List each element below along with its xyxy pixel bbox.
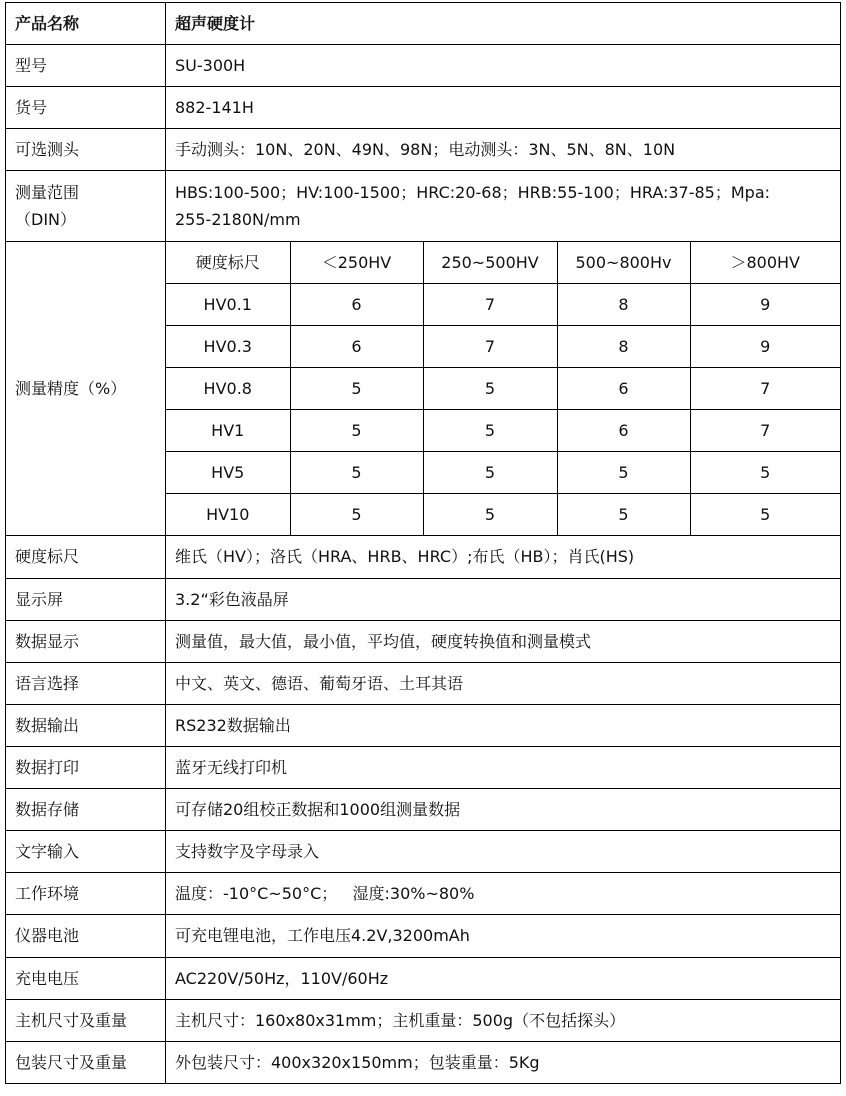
accuracy-cell-value: 5	[290, 367, 423, 409]
accuracy-table	[166, 242, 840, 536]
spec-row	[6, 957, 841, 999]
spec-row	[6, 746, 841, 788]
spec-value: 支持数字及字母录入	[166, 831, 841, 873]
spec-row	[6, 45, 841, 87]
spec-label: 充电电压	[6, 957, 166, 999]
spec-value: 主机尺寸：160x80x31mm；主机重量：500g（不包括探头）	[166, 999, 841, 1041]
spec-label: 可选测头	[6, 129, 166, 171]
spec-value: 超声硬度计	[166, 3, 841, 45]
spec-row	[6, 241, 841, 536]
accuracy-header: 250~500HV	[423, 242, 557, 283]
spec-value: 外包装尺寸：400x320x150mm；包装重量：5Kg	[166, 1041, 841, 1083]
accuracy-cell-value: 6	[557, 367, 690, 409]
accuracy-cell-value: 7	[690, 367, 840, 409]
spec-label: 数据输出	[6, 704, 166, 746]
spec-label: 工作环境	[6, 873, 166, 915]
accuracy-cell-value: 7	[690, 410, 840, 452]
spec-value: 882-141H	[166, 87, 841, 129]
spec-table	[5, 2, 841, 1084]
accuracy-cell-value: 5	[557, 494, 690, 535]
accuracy-cell-value: 5	[423, 367, 557, 409]
accuracy-cell-value: 9	[690, 325, 840, 367]
accuracy-cell-value: 5	[290, 410, 423, 452]
spec-row	[6, 873, 841, 915]
spec-value: 3.2“彩色液晶屏	[166, 578, 841, 620]
spec-value: 蓝牙无线打印机	[166, 746, 841, 788]
spec-label: 语言选择	[6, 662, 166, 704]
accuracy-cell-value: HV1	[166, 410, 290, 452]
accuracy-cell-value: 5	[423, 410, 557, 452]
accuracy-cell-value: 6	[290, 283, 423, 325]
accuracy-header: 硬度标尺	[195, 252, 260, 272]
spec-value: AC220V/50Hz，110V/60Hz	[166, 957, 841, 999]
accuracy-cell-value: 7	[423, 283, 557, 325]
spec-label: 数据显示	[6, 620, 166, 662]
accuracy-cell-value: 5	[690, 452, 840, 494]
accuracy-cell-value: HV5	[166, 452, 290, 494]
accuracy-cell-value: 8	[557, 283, 690, 325]
accuracy-cell-value: 5	[290, 452, 423, 494]
spec-value: 温度：-10°C~50°C； 湿度:30%~80%	[166, 873, 841, 915]
spec-label: 硬度标尺	[6, 536, 166, 578]
spec-label: 文字输入	[6, 831, 166, 873]
accuracy-row	[166, 410, 840, 452]
accuracy-cell-value: 8	[557, 325, 690, 367]
spec-row	[6, 831, 841, 873]
accuracy-cell-value: 5	[557, 452, 690, 494]
spec-row	[6, 999, 841, 1041]
accuracy-cell-value: 9	[690, 283, 840, 325]
accuracy-cell-value: 5	[423, 452, 557, 494]
accuracy-cell-value: 5	[423, 494, 557, 535]
accuracy-cell-value: HV0.1	[166, 283, 290, 325]
accuracy-header: 500~800Hv	[557, 242, 690, 283]
range-value-line2: 255-2180N/mm	[175, 210, 301, 230]
accuracy-header: ＜250HV	[290, 242, 423, 283]
spec-label: 型号	[6, 45, 166, 87]
spec-value	[166, 171, 841, 241]
spec-label: 包装尺寸及重量	[6, 1041, 166, 1083]
accuracy-cell-value: 7	[423, 325, 557, 367]
spec-label: 数据打印	[6, 746, 166, 788]
spec-value: SU-300H	[166, 45, 841, 87]
spec-row	[6, 704, 841, 746]
spec-label	[6, 171, 166, 241]
spec-label: 主机尺寸及重量	[6, 999, 166, 1041]
spec-row	[6, 620, 841, 662]
spec-row	[6, 129, 841, 171]
accuracy-row	[166, 452, 840, 494]
spec-label: 测量精度（%）	[6, 241, 166, 536]
spec-row	[6, 536, 841, 578]
accuracy-row	[166, 494, 840, 535]
spec-row	[6, 1041, 841, 1083]
accuracy-cell-value: 6	[290, 325, 423, 367]
accuracy-row	[166, 325, 840, 367]
spec-value: 测量值，最大值，最小值，平均值，硬度转换值和测量模式	[166, 620, 841, 662]
accuracy-cell-value: HV10	[166, 494, 290, 535]
range-label-line1: 测量范围	[15, 183, 80, 203]
accuracy-cell-value: 5	[690, 494, 840, 535]
spec-row	[6, 87, 841, 129]
accuracy-cell-value: 5	[290, 494, 423, 535]
spec-label: 显示屏	[6, 578, 166, 620]
spec-row	[6, 3, 841, 45]
spec-value: 可充电锂电池，工作电压4.2V,3200mAh	[166, 915, 841, 957]
accuracy-cell-value: HV0.3	[166, 325, 290, 367]
range-value-line1: HBS:100-500；HV:100-1500；HRC:20-68；HRB:55-100；HRA:37-85；Mpa:	[175, 183, 771, 203]
accuracy-header: ＞800HV	[690, 242, 840, 283]
spec-value: RS232数据输出	[166, 704, 841, 746]
range-label-line2: （DIN）	[15, 210, 77, 230]
accuracy-row	[166, 367, 840, 409]
accuracy-header-row	[166, 242, 840, 283]
spec-row	[6, 171, 841, 241]
spec-value: 维氏（HV）；洛氏（HRA、HRB、HRC）;布氏（HB）；肖氏(HS)	[166, 536, 841, 578]
spec-row	[6, 915, 841, 957]
spec-label: 货号	[6, 87, 166, 129]
spec-row	[6, 578, 841, 620]
accuracy-cell	[166, 241, 841, 536]
accuracy-cell-value: HV0.8	[166, 367, 290, 409]
spec-value: 手动测头：10N、20N、49N、98N；电动测头：3N、5N、8N、10N	[166, 129, 841, 171]
spec-label: 数据存储	[6, 789, 166, 831]
spec-row	[6, 662, 841, 704]
spec-value: 中文、英文、德语、葡萄牙语、土耳其语	[166, 662, 841, 704]
spec-value: 可存储20组校正数据和1000组测量数据	[166, 789, 841, 831]
accuracy-cell-value: 6	[557, 410, 690, 452]
spec-label: 仪器电池	[6, 915, 166, 957]
spec-row	[6, 789, 841, 831]
spec-label: 产品名称	[6, 3, 166, 45]
accuracy-row	[166, 283, 840, 325]
